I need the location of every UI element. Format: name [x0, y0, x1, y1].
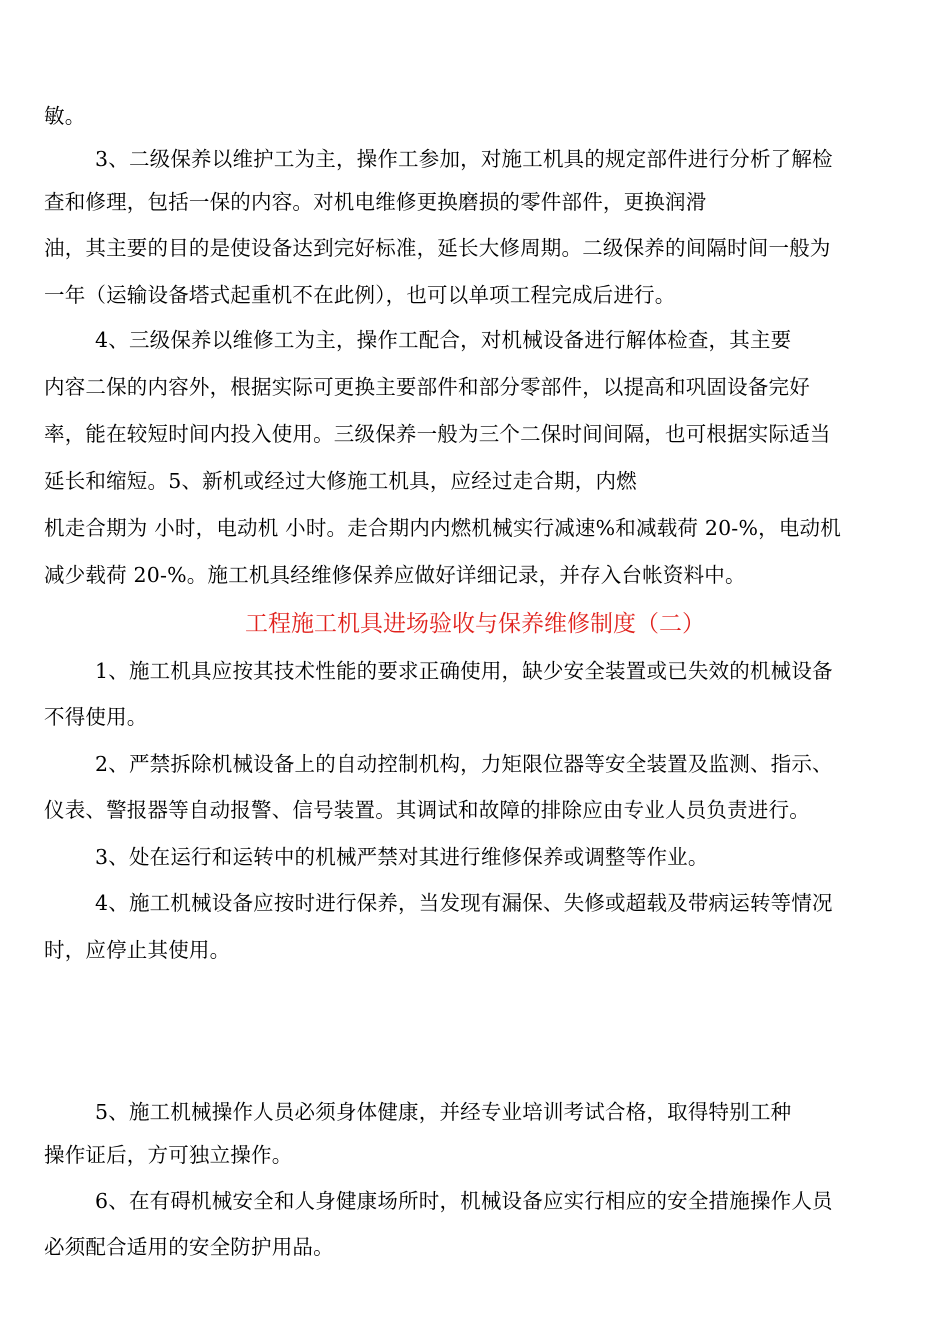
paragraph-line: 4、三级保养以维修工为主，操作工配合，对机械设备进行解体检查，其主要 [95, 328, 792, 352]
paragraph-line: 率，能在较短时间内投入使用。三级保养一般为三个二保时间间隔，也可根据实际适当 [44, 422, 831, 446]
paragraph-line: 查和修理，包括一保的内容。对机电维修更换磨损的零件部件，更换润滑 [44, 190, 707, 214]
paragraph-line: 内容二保的内容外，根据实际可更换主要部件和部分零部件，以提高和巩固设备完好 [44, 375, 810, 399]
paragraph-line: 油，其主要的目的是使设备达到完好标准，延长大修周期。二级保养的间隔时间一般为 [44, 236, 831, 260]
paragraph-line: 必须配合适用的安全防护用品。 [44, 1235, 334, 1259]
paragraph-line: 1、施工机具应按其技术性能的要求正确使用，缺少安全装置或已失效的机械设备 [95, 659, 833, 683]
paragraph-line: 机走合期为 小时，电动机 小时。走合期内内燃机械实行减速%和减载荷 20-%，电动机 [44, 516, 841, 540]
paragraph-line: 敏。 [44, 104, 86, 128]
paragraph-line: 不得使用。 [44, 705, 148, 729]
paragraph-line: 延长和缩短。5、新机或经过大修施工机具，应经过走合期，内燃 [44, 469, 637, 493]
paragraph-line: 4、施工机械设备应按时进行保养，当发现有漏保、失修或超载及带病运转等情况 [95, 891, 833, 915]
paragraph-line: 操作证后，方可独立操作。 [44, 1143, 293, 1167]
paragraph-line: 减少载荷 20-%。施工机具经维修保养应做好详细记录，并存入台帐资料中。 [44, 563, 746, 587]
paragraph-line: 2、严禁拆除机械设备上的自动控制机构，力矩限位器等安全装置及监测、指示、 [95, 752, 833, 776]
paragraph-line: 时，应停止其使用。 [44, 938, 231, 962]
paragraph-line: 一年（运输设备塔式起重机不在此例），也可以单项工程完成后进行。 [44, 283, 676, 307]
paragraph-line: 5、施工机械操作人员必须身体健康，并经专业培训考试合格，取得特别工种 [95, 1100, 792, 1124]
paragraph-line: 3、二级保养以维护工为主，操作工参加，对施工机具的规定部件进行分析了解检 [95, 147, 833, 171]
paragraph-line: 6、在有碍机械安全和人身健康场所时，机械设备应实行相应的安全措施操作人员 [95, 1189, 833, 1213]
paragraph-line: 3、处在运行和运转中的机械严禁对其进行维修保养或调整等作业。 [95, 845, 709, 869]
section-heading: 工程施工机具进场验收与保养维修制度（二） [245, 611, 705, 637]
paragraph-line: 仪表、警报器等自动报警、信号装置。其调试和故障的排除应由专业人员负责进行。 [44, 798, 810, 822]
